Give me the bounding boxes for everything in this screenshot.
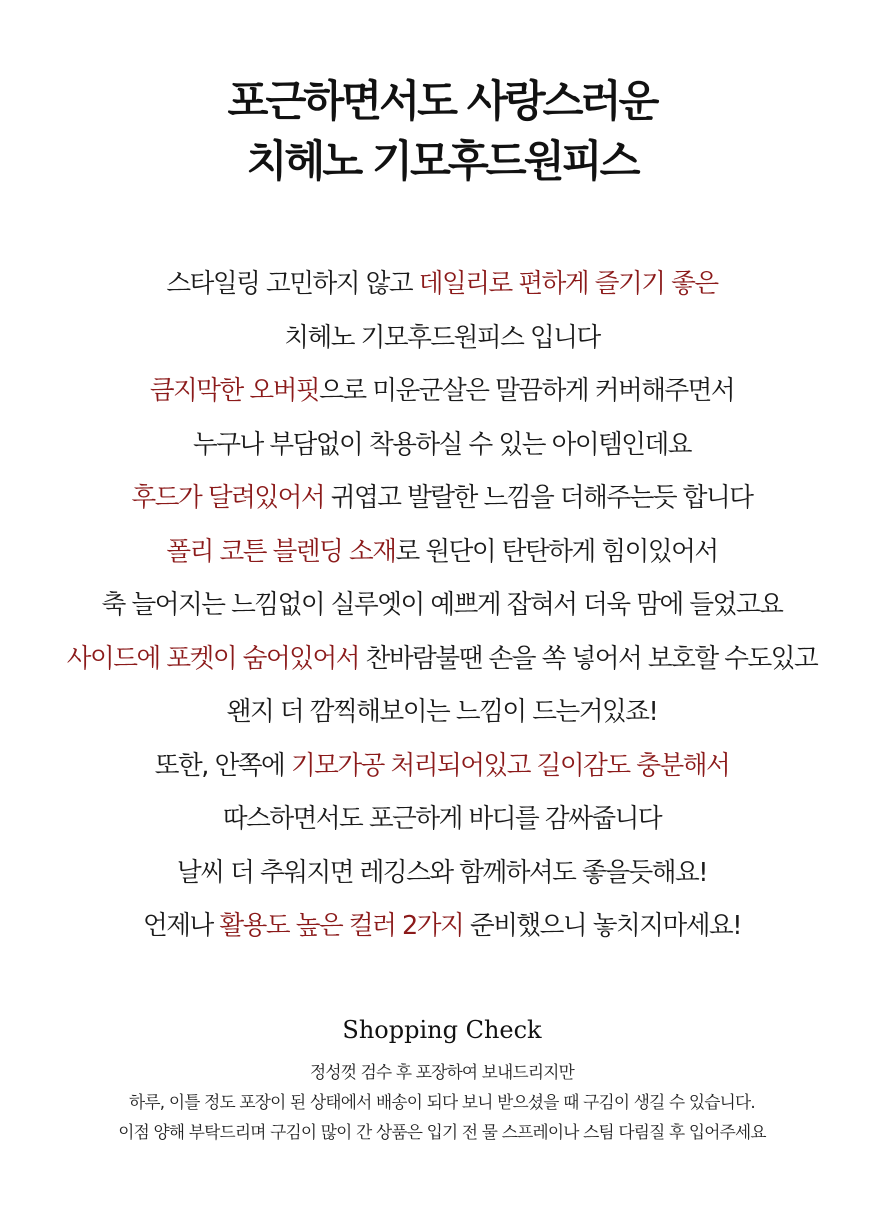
product-description — [0, 258, 884, 954]
desc-text: 누구나 부담없이 착용하실 수 있는 아이템인데요 — [192, 429, 692, 460]
desc-text: 언제나 — [142, 911, 220, 941]
desc-highlight: 후드가 달려있어서 — [131, 483, 325, 513]
desc-text: 또한, 안쪽에 — [154, 750, 291, 781]
desc-line-4 — [7, 419, 877, 473]
desc-highlight: 큼지막한 오버핏 — [149, 376, 320, 406]
title-line-1: 포근하면서도 사랑스러운 — [227, 77, 657, 127]
shopping-check-notes — [0, 1058, 884, 1148]
desc-text: 날씨 더 추워지면 레깅스와 함께하셔도 좋을듯해요! — [176, 857, 708, 888]
shopping-note-2: 하루, 이틀 정도 포장이 된 상태에서 배송이 되다 보니 받으셨을 때 구김이 생길 수 있습니다. — [129, 1093, 755, 1113]
desc-line-1 — [7, 258, 877, 312]
desc-line-5 — [7, 472, 877, 526]
desc-text: 으로 미운군살은 말끔하게 커버해주면서 — [319, 376, 735, 406]
desc-line-10 — [7, 740, 877, 794]
desc-highlight: 데일리로 편하게 즐기기 좋은 — [418, 269, 718, 299]
desc-text: 치헤노 기모후드원피스 입니다 — [284, 322, 600, 353]
desc-text: 준비했으니 놓치지마세요! — [463, 911, 742, 941]
desc-highlight: 기모가공 처리되어있고 길이감도 충분해서 — [290, 750, 730, 781]
desc-text: 로 원단이 탄탄하게 힘이있어서 — [395, 536, 718, 567]
shopping-note-1: 정성껏 검수 후 포장하여 보내드리지만 — [309, 1063, 575, 1083]
desc-line-7 — [7, 579, 877, 633]
shopping-note-3: 이점 양해 부탁드리며 구김이 많이 간 상품은 입기 전 물 스프레이나 스팀 다림질 후 입어주세요 — [118, 1123, 766, 1143]
desc-line-12 — [7, 847, 877, 901]
desc-line-3 — [7, 365, 877, 419]
desc-text: 축 늘어지는 느낌없이 실루엣이 예쁘게 잡혀서 더욱 맘에 들었고요 — [101, 590, 783, 620]
desc-line-9 — [7, 686, 877, 740]
desc-line-13 — [7, 900, 877, 954]
desc-line-11 — [7, 793, 877, 847]
desc-highlight: 사이드에 포켓이 숨어있어서 — [66, 643, 359, 674]
product-title — [0, 72, 884, 192]
desc-highlight: 활용도 높은 컬러 2가지 — [219, 911, 464, 941]
desc-line-6 — [7, 526, 877, 580]
desc-text: 스타일링 고민하지 않고 — [166, 269, 419, 299]
desc-highlight: 폴리 코튼 블렌딩 소재 — [166, 536, 396, 567]
desc-line-8 — [7, 633, 877, 687]
desc-text: 따스하면서도 포근하게 바디를 감싸줍니다 — [222, 804, 662, 834]
desc-text: 귀엽고 발랄한 느낌을 더해주는듯 합니다 — [324, 483, 753, 513]
desc-text: 찬바람불땐 손을 쏙 넣어서 보호할 수도있고 — [358, 643, 818, 674]
desc-line-2 — [7, 312, 877, 366]
title-line-2: 치헤노 기모후드원피스 — [246, 137, 638, 187]
shopping-check-title: Shopping Check — [342, 1016, 542, 1044]
desc-text: 왠지 더 깜찍해보이는 느낌이 드는거있죠! — [226, 697, 658, 727]
